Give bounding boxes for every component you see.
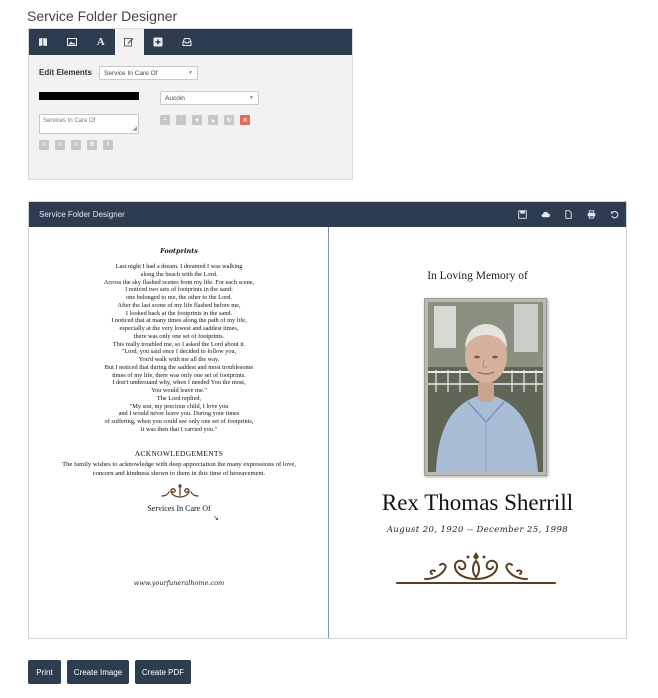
poem-line: After the last scene of my life flashed before me, bbox=[117, 301, 241, 309]
save-button[interactable] bbox=[517, 208, 528, 220]
print-toolbar-button[interactable] bbox=[586, 208, 597, 220]
font-icon: A bbox=[96, 36, 105, 48]
acknowledgements-title[interactable]: ACKNOWLEDGEMENTS bbox=[134, 449, 224, 458]
bold-icon: B bbox=[89, 142, 95, 148]
delete-button[interactable] bbox=[240, 115, 250, 125]
poem-line: especially at the very lowest and saddest times, bbox=[119, 325, 239, 332]
align-left-button[interactable] bbox=[39, 140, 49, 150]
in-loving-memory-text[interactable]: In Loving Memory of bbox=[427, 270, 528, 282]
undo-icon bbox=[610, 210, 619, 219]
arrow-down-icon: ▾ bbox=[195, 117, 199, 124]
font-size-button[interactable] bbox=[176, 115, 186, 125]
tab-inbox[interactable] bbox=[172, 29, 201, 55]
save-icon bbox=[518, 210, 527, 219]
poem-line: Across the sky flashed scenes from my life. For each scene, bbox=[103, 278, 255, 286]
element-select[interactable] bbox=[99, 66, 198, 80]
align-right-button[interactable] bbox=[71, 140, 81, 150]
element-editor-panel bbox=[28, 28, 353, 180]
poem-line: along the beach with the Lord. bbox=[140, 270, 218, 278]
poem-line: I noticed two sets of footprints in the sand: bbox=[125, 286, 233, 294]
poem-line: one belonged to me, the other to the Lord. bbox=[126, 294, 232, 301]
portrait-photo bbox=[428, 302, 543, 472]
poem-line: This really troubled me, so I asked the Lord about it. bbox=[112, 340, 246, 348]
poem-line: I looked back at the footprints in the sand. bbox=[125, 309, 233, 317]
trash-icon: ✕ bbox=[242, 117, 248, 124]
deceased-name[interactable]: Rex Thomas Sherrill bbox=[381, 490, 574, 515]
cursor-icon: ↘ bbox=[213, 515, 219, 522]
cloud-icon bbox=[541, 210, 550, 219]
poem-line: But I noticed that during the saddest and most troublesome bbox=[104, 363, 254, 371]
funeral-home-website[interactable]: www.yourfuneralhome.com bbox=[133, 579, 225, 587]
align-left-icon: ≡ bbox=[42, 142, 46, 148]
acknowledgements-text[interactable] bbox=[35, 460, 323, 478]
minus-icon: – bbox=[163, 117, 167, 123]
poem-line: I don't understand why, when I needed You the most, bbox=[112, 379, 246, 387]
move-up-button[interactable] bbox=[208, 115, 218, 125]
front-cover-page[interactable] bbox=[329, 227, 626, 638]
tab-add[interactable] bbox=[144, 29, 173, 55]
tab-font[interactable] bbox=[86, 29, 115, 55]
element-text-input[interactable] bbox=[39, 114, 139, 134]
undo-button[interactable] bbox=[609, 208, 620, 220]
ack-line: concern and kindness shown to them in this time of bereavement. bbox=[92, 470, 266, 477]
font-select-value: Aucoin bbox=[165, 95, 185, 102]
create-pdf-button[interactable]: Create PDF bbox=[135, 660, 191, 684]
arrow-up-icon: ▴ bbox=[211, 117, 215, 124]
align-center-button[interactable] bbox=[55, 140, 65, 150]
plus-square-icon bbox=[153, 37, 163, 47]
inside-left-page[interactable] bbox=[29, 227, 329, 638]
edit-elements-label: Edit Elements bbox=[39, 68, 92, 77]
image-icon bbox=[67, 37, 77, 47]
life-dates[interactable]: August 20, 1920 -- December 25, 1998 bbox=[386, 525, 569, 535]
inbox-icon bbox=[182, 37, 192, 47]
bold-button[interactable] bbox=[87, 140, 97, 150]
poem-text[interactable] bbox=[29, 263, 329, 434]
cloud-upload-button[interactable] bbox=[540, 208, 551, 220]
edit-icon bbox=[124, 37, 134, 47]
poem-line: and I would never leave you. During your times bbox=[118, 410, 240, 418]
refresh-icon: ↻ bbox=[226, 117, 232, 124]
poem-line: times of my life, there was only one set of footprints. bbox=[112, 371, 246, 379]
portrait-frame[interactable] bbox=[424, 298, 547, 476]
poem-title[interactable]: Footprints bbox=[160, 247, 198, 255]
chevron-down-icon: ▼ bbox=[188, 70, 193, 76]
move-down-button[interactable] bbox=[192, 115, 202, 125]
poem-line: there was only one set of footprints. bbox=[133, 332, 225, 340]
new-document-button[interactable] bbox=[563, 208, 574, 220]
resize-grip-icon[interactable]: ◢ bbox=[132, 126, 137, 132]
tab-book[interactable] bbox=[29, 29, 58, 55]
align-right-icon: ≡ bbox=[74, 142, 78, 148]
align-center-icon: ≡ bbox=[58, 142, 62, 148]
text-height-icon: ↕ bbox=[179, 117, 183, 123]
move-left-button[interactable] bbox=[160, 115, 170, 125]
small-ornament-icon[interactable] bbox=[159, 483, 201, 501]
poem-line: of suffering, when you could see only one set of footprints, bbox=[104, 418, 254, 425]
tab-image[interactable] bbox=[58, 29, 87, 55]
element-select-value: Service In Care Of bbox=[104, 70, 158, 77]
italic-icon: I bbox=[107, 142, 109, 148]
italic-button[interactable] bbox=[103, 140, 113, 150]
printer-icon bbox=[587, 210, 596, 219]
designer-toolbar bbox=[517, 208, 620, 220]
poem-line: You would leave me." bbox=[151, 387, 207, 394]
designer-header bbox=[29, 202, 626, 227]
service-folder-designer bbox=[28, 201, 627, 639]
book-icon bbox=[38, 37, 48, 47]
create-image-button[interactable]: Create Image bbox=[67, 660, 129, 684]
poem-line: The Lord replied, bbox=[156, 394, 202, 402]
poem-line: "My son, my precious child, I love you bbox=[129, 402, 229, 410]
large-ornament-icon[interactable] bbox=[395, 549, 557, 591]
poem-line: it was then that I carried you." bbox=[140, 425, 218, 433]
poem-line: Last night I had a dream. I dreamed I was walking bbox=[115, 263, 243, 270]
poem-line: You'd walk with me all the way. bbox=[138, 356, 220, 363]
folder-pages bbox=[29, 227, 626, 638]
chevron-down-icon: ▼ bbox=[249, 95, 254, 101]
page-title: Service Folder Designer bbox=[27, 8, 178, 24]
ack-line: The family wishes to acknowledge with deep appreciation the many expressions of love, bbox=[62, 461, 296, 468]
editor-tab-bar bbox=[29, 29, 352, 55]
refresh-button[interactable] bbox=[224, 115, 234, 125]
tab-edit[interactable] bbox=[115, 29, 144, 55]
services-in-care-of-text[interactable]: Services In Care Of bbox=[147, 504, 211, 513]
poem-line: I noticed that at many times along the path of my life, bbox=[111, 317, 247, 325]
designer-title: Service Folder Designer bbox=[39, 210, 125, 219]
poem-line: "Lord, you said once I decided to follow you, bbox=[121, 348, 237, 356]
file-icon bbox=[564, 210, 573, 219]
print-button[interactable]: Print bbox=[28, 660, 61, 684]
font-select[interactable] bbox=[160, 91, 259, 105]
element-text-value: Services In Care Of bbox=[43, 118, 96, 124]
text-color-picker[interactable] bbox=[39, 92, 139, 100]
